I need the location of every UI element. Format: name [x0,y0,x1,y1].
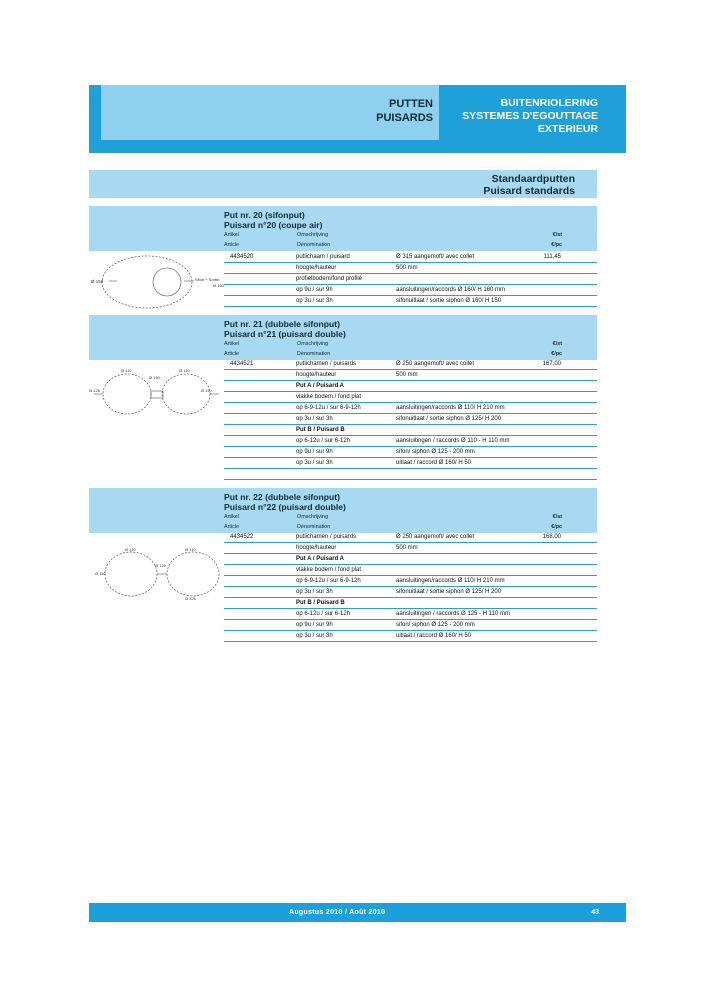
cell-price: 111,45 [543,254,561,260]
product-header-20 [89,206,597,251]
cell-desc: hoogte/hauteur [296,545,337,551]
cell-spec: Ø 250 aangemoft/ avec collet [396,361,475,367]
label-price-fr: €/pc [551,242,562,248]
cell-spec: aansluitingen / raccords Ø 125 - H 110 mm [396,611,510,617]
table-row [224,447,597,458]
drawing-well-a [105,552,157,596]
drawing-dim-c: Ø 160 [149,375,160,380]
table-row [224,296,597,307]
label-denomination: Dénomination [297,524,331,530]
cell-desc: op 3u / sur 3h [296,416,333,422]
label-article: Article [224,242,239,248]
cell-desc: vlakke bodem / fond plat [296,567,362,573]
cell-desc: op 9u / sur 9h [296,449,333,455]
cell-desc: op 6-12u / sur 6-12h [296,611,351,617]
cell-spec: aansluitingen/raccords Ø 110/ H 210 mm [396,405,505,411]
cell-spec: aansluitingen / raccords Ø 110 - H 110 mm [396,438,510,444]
label-denomination: Dénomination [297,351,331,357]
label-omschrijving: Omschrijving [297,341,329,347]
drawing-put-21 [89,362,224,428]
label-price-nl: €/st [552,232,562,238]
header-category-nl: PUTTEN [389,98,433,110]
table-row [224,620,597,631]
cell-desc: op 3u / sur 3h [296,589,333,595]
header-category-panel [101,85,439,140]
cell-spec: 500 mm [396,545,418,551]
table-row [224,587,597,598]
drawing-well-a [103,374,151,414]
label-price-nl: €/st [552,514,562,520]
cell-desc: Put B / Puisard B [296,427,345,433]
cell-desc: op 9u / sur 9h [296,287,333,293]
cell-desc: Put B / Puisard B [296,600,345,606]
cell-desc: Put A / Puisard A [296,383,345,389]
table-row [224,609,597,620]
cell-spec: sifon/ siphon Ø 125 - 200 mm [396,449,475,455]
drawing-well-b [162,374,210,414]
drawing-dim-e: Ø 125 [185,596,196,601]
label-article: Article [224,524,239,530]
cell-spec: Ø 315 aangemoft/ avec collet [396,254,475,260]
table-row [224,285,597,296]
drawing-label-right1: Sifon + Sortie [195,277,220,282]
drawing-dim-a: Ø 110 [121,368,132,373]
footer-date: Augustus 2010 / Août 2010 [289,909,386,916]
drawing-connector [151,391,163,398]
cell-spec: sifonuitlaat / sortie siphon Ø 160/ H 150 [396,298,502,304]
header-category-fr: PUISARDS [376,112,433,124]
header-chapter-fr2: EXTERIEUR [537,123,598,135]
section-title-bar [89,170,597,198]
table-row [224,263,597,274]
table-row [224,631,597,642]
page-number: 43 [591,909,599,916]
cell-desc: vlakke bodem / fond plat [296,394,362,400]
cell-spec: 500 mm [396,372,418,378]
product-title-nl: Put nr. 21 (dubbele sifonput) [224,319,341,329]
header-category [376,85,439,125]
cell-spec: sifonuitlaat / sortie siphon Ø 125/ H 200 [396,416,502,422]
label-denomination: Dénomination [297,242,331,248]
cell-desc: op 6-9-12u / sur 6-9-12h [296,405,361,411]
table-row [224,576,597,587]
product-header-22 [89,488,597,533]
cell-desc: op 3u / sur 3h [296,460,333,466]
drawing-dim-left: Ø 150 [91,279,104,284]
drawing-dim-b: Ø 110 [185,547,196,552]
product-title-nl: Put nr. 22 (dubbele sifonput) [224,492,341,502]
drawing-label-right2: Ø 160 [213,283,224,288]
drawing-dim-c: Ø 125 [155,563,166,568]
table-row [224,543,597,554]
drawing-well-b [167,552,219,596]
drawing-dim-a: Ø 110 [125,547,136,552]
cell-desc: op 3u / sur 3h [296,298,333,304]
label-artikel: Artikel [224,514,239,520]
section-title-fr: Puisard standards [483,185,575,197]
cell-desc: op 6-12u / sur 6-12h [296,438,351,444]
cell-spec: Ø 250 aangemoft/ avec collet [396,534,475,540]
cell-spec: aansluitingen/raccords Ø 160/ H 160 mm [396,287,506,293]
cell-desc: op 3u / sur 3h [296,633,333,639]
drawing-dim-d: Ø 110 [95,571,106,576]
table-row [224,436,597,447]
table-row [224,565,597,576]
cell-desc: putlichamen / puisards [296,534,357,540]
table-row [224,370,597,381]
cell-code: 4434521 [230,361,254,367]
section-title [483,173,575,197]
label-price-nl: €/st [552,341,562,347]
header-chapter [443,97,598,136]
label-omschrijving: Omschrijving [297,232,329,238]
drawing-put-22 [89,540,224,606]
cell-code: 4434520 [230,254,254,260]
cell-code: 4434522 [230,534,254,540]
label-price-fr: €/pc [551,351,562,357]
table-row [224,532,597,543]
drawing-dim-b: Ø 110 [179,368,190,373]
section-title-nl: Standaardputten [491,173,575,185]
cell-desc: op 9u / sur 9h [296,622,333,628]
cell-desc: op 6-9-12u / sur 6-9-12h [296,578,361,584]
table-row [224,274,597,285]
cell-spec: uitlaat / raccord Ø 160/ H 50 [396,633,472,639]
table-row [224,392,597,403]
cell-desc: hoogte/hauteur [296,372,337,378]
cell-spec: aansluitingen/raccords Ø 110/ H 210 mm [396,578,505,584]
header-chapter-fr1: SYSTEMES D'EGOUTTAGE [462,110,598,122]
label-article: Article [224,351,239,357]
cell-desc: profielbodem/fond profilé [296,276,363,282]
cell-spec: 500 mm [396,265,418,271]
table-row [224,403,597,414]
label-omschrijving: Omschrijving [297,514,329,520]
cell-desc: Put A / Puisard A [296,556,345,562]
footer-bar [89,903,626,922]
table-row [224,359,597,370]
drawing-body-outline [102,256,192,308]
drawing-dim-d: Ø 125 [89,388,100,393]
product-title-nl: Put nr. 20 (sifonput) [224,210,305,220]
cell-spec: sifonuitlaat / sortie siphon Ø 125/ H 200 [396,589,502,595]
cell-price: 168,00 [542,534,561,540]
product-title-fr: Puisard n°20 (coupe air) [224,220,323,230]
table-row [224,414,597,425]
cell-desc: hoogte/hauteur [296,265,337,271]
table-row [224,425,597,436]
cell-spec: sifon/ siphon Ø 125 - 200 mm [396,622,475,628]
header-chapter-nl: BUITENRIOLERING [500,97,598,109]
table-row [224,598,597,609]
table-row [224,458,597,469]
cell-spec: uitlaat / raccord Ø 160/ H 50 [396,460,472,466]
table-row [224,469,597,480]
table-row [224,554,597,565]
table-row [224,381,597,392]
drawing-siphon-circle [153,268,181,296]
label-artikel: Artikel [224,232,239,238]
cell-desc: putlichamen / puisards [296,361,357,367]
table-row [224,252,597,263]
label-artikel: Artikel [224,341,239,347]
drawing-put-20 [89,252,224,314]
drawing-dim-e: Ø 110 [201,388,212,393]
label-price-fr: €/pc [551,524,562,530]
product-header-21 [89,315,597,360]
cell-price: 167,00 [542,361,561,367]
cell-desc: putlichaam / puisard [296,254,350,260]
product-title-fr: Puisard n°21 (puisard double) [224,329,346,339]
product-title-fr: Puisard n°22 (puisard double) [224,502,346,512]
